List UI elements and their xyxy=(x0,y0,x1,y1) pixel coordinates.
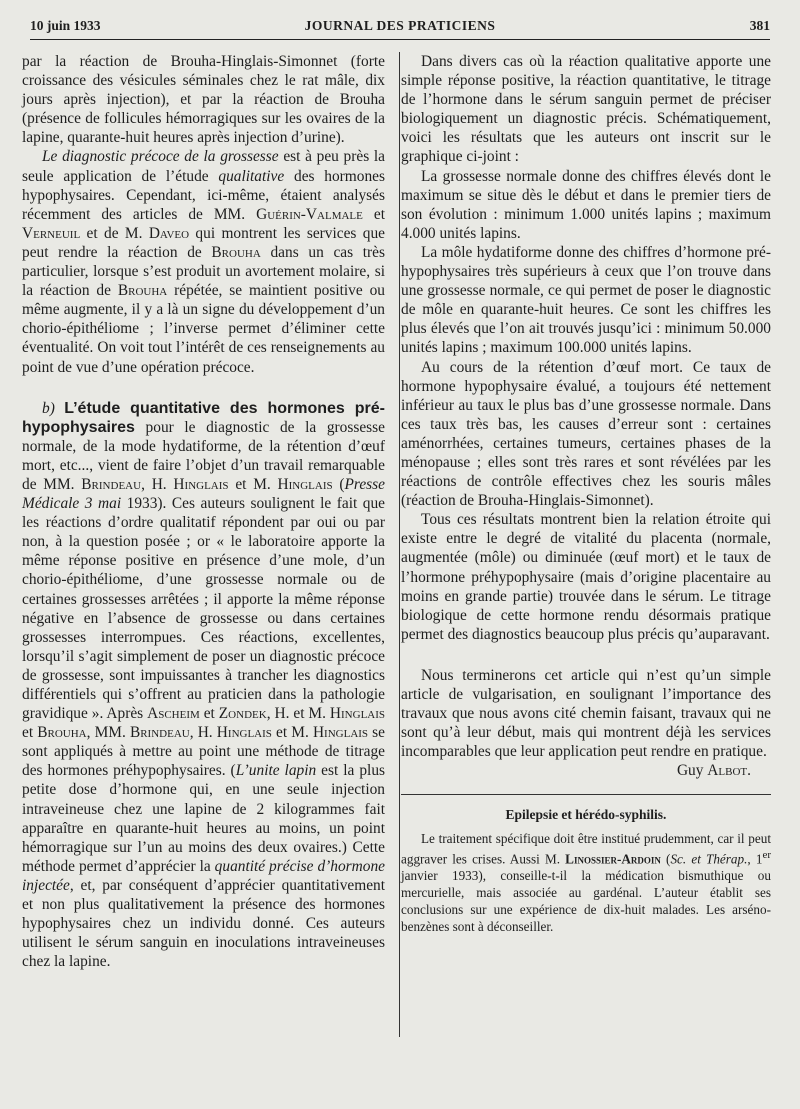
column-divider xyxy=(399,52,400,1037)
box-text: Le traitement spécifique doit être institué prudemment, car il peut aggraver les crises. Aussi M. Linossier-Ardoin (Sc. et Thérap., 1er janvier 1933), conseille-t-il la médication bismuthique ou mercurielle, mais associée au gardénal. L’auteur établit ses conclusions sur une expérience de dix-huit malades. Les arséno-benzènes sont à déconseiller. xyxy=(401,830,771,934)
box-divider xyxy=(401,794,771,795)
right-paragraph-2: La grossesse normale donne des chiffres élevés dont le maximum se situe dès le début et dans le premier tiers de son évolution : minimum 1.000 unités lapins ; maximum 4.000 unités lapins. xyxy=(401,167,771,242)
box-title: Epilepsie et hérédo-syphilis. xyxy=(505,807,667,823)
right-paragraph-4: Au cours de la rétention d’œuf mort. Ce taux de hormone hypophysaire évalué, a toujours été nettement inférieur au taux le plus bas d’une grossesse normale. Dans ces taux très bas, les causes d’erreur sont : certaines aménorrhées, certaines tumeurs, certaines phases de la ménopause ; elles sont très rares et sont révélées par les réactions de contrôle effectives chez les souris mâles (réaction de Brouha-Hinglais-Simonnet). xyxy=(401,358,771,510)
right-paragraph-6: Nous terminerons cet article qui n’est qu’un simple article de vulgarisation, en soulignant l’importance des travaux que nous avons cité chemin faisant, travaux qui ne sont qu’à leur début, mais qui montrent déjà les services incomparables que leur application peut rendre en pratique. xyxy=(401,666,771,761)
header-rule xyxy=(30,39,770,40)
left-paragraph-1: par la réaction de Brouha-Hinglais-Simonnet (forte croissance des vésicules séminales chez le rat mâle, dix jours après injection), et par la réaction de Brouha (présence de follicules hémorragiques sur les ovaires de la lapine, quarante-huit heures après injection d’urine). xyxy=(22,53,385,147)
right-paragraph-3: La môle hydatiforme donne des chiffres d’hormone pré-hypophysaires très supérieurs à ceux que l’on trouve dans une grossesse normale, ce qui permet de poser le diagnostic de môle en quarante-huit heures. Ce sont les chiffres les plus élevés que l’on ait trouvés jusqu’ici : minimum 50.000 unités lapins ; maximum 100.000 unités lapins. xyxy=(401,243,771,357)
left-paragraph-3: b) L’étude quantitative des hormones pré-hypophysaires pour le diagnostic de la grossesse normale, de la mode hydatiforme, de la rétention d’œuf mort, etc..., vient de faire l’objet d’un travail remarquable de MM. Brindeau, H. Hinglais et M. Hinglais (Presse Médicale 3 mai 1933). Ces auteurs soulignent le fait que les réactions d’ordre qualitatif répondent par oui ou par non, à la question posée ; or « le laboratoire apporte la même réponse positive en présence d’une mole, d’un chorio-épithéliome, d’une grossesse normale ou de certaines grossesses arrêtées ; il apporte la même réponse négative en l’absence de grossesse ou dans certaines grossesses interrompues. Ces réactions, excellentes, lorsqu’il s’agit simplement de poser un diagnostic précoce de grossesse, sont impuissantes à trancher les diagnostics différentiels qui s’offrent au praticien dans la pathologie gravidique ». Après Ascheim et Zondek, H. et M. Hinglais et Brouha, MM. Brindeau, H. Hinglais et M. Hinglais se sont appliqués à mettre au point une méthode de titrage des hormones préhypophysaires. (L’unite lapin est la plus petite dose d’hormone qui, en une seule injection intraveineuse chez une lapine de 2 kilogrammes fait apparaître en quarante-huit heures au moins, un point hémorragique sur l’un au moins des deux ovaires.) Cette méthode permet d’apprécier la quantité précise d’hormone injectée, et, par conséquent d’apprécier quantitativement et non plus qualitativement la présence des hormones hypophysaires chez un individu donné. Ces auteurs utilisent le sérum sanguin en inoculations intraveineuses chez la lapine. xyxy=(22,399,386,971)
author-signature: Guy Albot. xyxy=(676,762,751,780)
page-number: 381 xyxy=(749,18,770,33)
page-header xyxy=(30,18,770,38)
section-heading: L’étude quantitative des hormones pré-hypophysaires xyxy=(22,399,385,436)
right-paragraph-5: Tous ces résultats montrent bien la relation étroite qui existe entre le degré de vitalité du placenta (normale, augmentée (môle) ou diminuée (œuf mort) et le taux de l’hormone préhypophysaire (mais d’origine placentaire au moins en grande partie) trouvée dans le sérum. Le titrage biologique de cette hormone rendu désormais pratique permet des diagnostics beaucoup plus précis qu’auparavant. xyxy=(401,511,771,643)
right-column xyxy=(401,52,771,935)
right-paragraph-1: Dans divers cas où la réaction qualitative apporte une simple réponse positive, la réaction quantitative, le titrage de l’hormone dans le sérum sanguin permet de préciser biologiquement un diagnostic précis. Schématiquement, voici les résultats que les auteurs ont inscrit sur le graphique ci-joint : xyxy=(401,53,771,166)
section-label: b) xyxy=(42,399,55,417)
journal-title: JOURNAL DES PRATICIENS xyxy=(304,18,496,33)
left-column xyxy=(22,52,385,971)
header-date: 10 juin 1933 xyxy=(30,18,101,33)
left-paragraph-2: Le diagnostic précoce de la grossesse est à peu près la seule application de l’étude qualitative des hormones hypophysaires. Cependant, ici-même, étaient analysés récemment des articles de MM. Guérin-Valmale et Verneuil et de M. Daveo qui montrent les services que peut rendre la réaction de Brouha dans un cas très particulier, lorsque s’est produit un avortement molaire, si la réaction de Brouha répétée, se maintient positive ou même augmente, il y a là un signe du développement d’un chorio-épithéliome ; l’inverse permet d’éliminer cette éventualité. On voit tout l’intérêt de ces renseignements au point de vue d’une opération précoce. xyxy=(22,148,386,376)
